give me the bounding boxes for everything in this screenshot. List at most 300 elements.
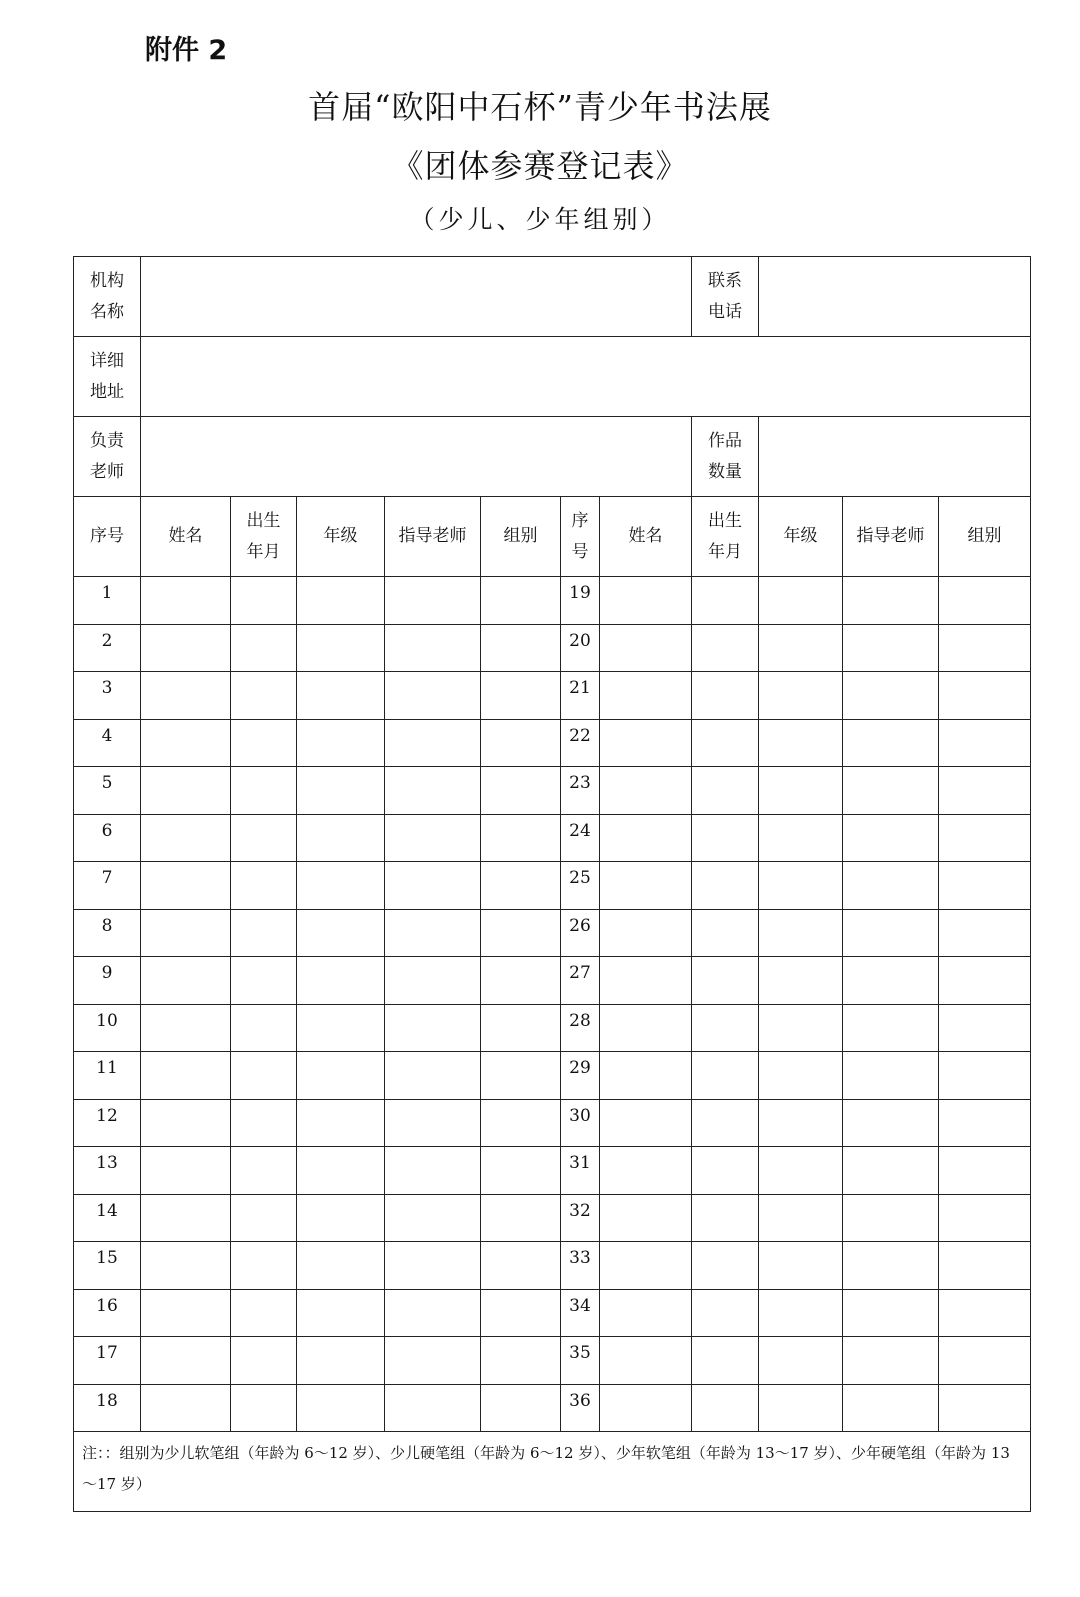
row-number-right — [561, 1004, 600, 1052]
table-row — [74, 1242, 1031, 1290]
teacher-label: 负责 老师 — [74, 417, 141, 497]
cell-name-left[interactable] — [141, 577, 231, 625]
row-number-left — [74, 1384, 141, 1432]
cell-name-right[interactable] — [600, 1004, 692, 1052]
works-count-label: 作品 数量 — [692, 417, 759, 497]
header-name-right: 姓名 — [600, 497, 692, 577]
row-number-left — [74, 1337, 141, 1385]
row-number-right — [561, 1147, 600, 1195]
registration-table — [73, 256, 1031, 1512]
cell-mentor-left[interactable] — [385, 1004, 481, 1052]
header-group: 组别 — [481, 497, 561, 577]
row-number-left-text: 18 — [96, 1390, 118, 1411]
cell-group-right[interactable] — [939, 1384, 1031, 1432]
cell-birth-left[interactable] — [231, 1289, 297, 1337]
cell-mentor-left[interactable] — [385, 719, 481, 767]
cell-birth-right[interactable] — [692, 624, 759, 672]
form-subtitle: （少儿、少年组别） — [409, 205, 671, 234]
row-number-left — [74, 624, 141, 672]
cell-grade-left[interactable] — [297, 1289, 385, 1337]
row-number-left-text: 16 — [96, 1295, 118, 1316]
row-number-right — [561, 1099, 600, 1147]
cell-birth-right[interactable] — [692, 1194, 759, 1242]
cell-grade-right[interactable] — [759, 1147, 843, 1195]
cell-mentor-right[interactable] — [843, 1004, 939, 1052]
cell-mentor-right[interactable] — [843, 672, 939, 720]
row-number-right — [561, 767, 600, 815]
row-number-right — [561, 624, 600, 672]
cell-name-right[interactable] — [600, 1052, 692, 1100]
cell-name-left[interactable] — [141, 814, 231, 862]
cell-name-right[interactable] — [600, 1289, 692, 1337]
row-number-left — [74, 862, 141, 910]
cell-grade-right[interactable] — [759, 862, 843, 910]
cell-group-right[interactable] — [939, 1004, 1031, 1052]
row-number-right — [561, 1194, 600, 1242]
header-mentor: 指导老师 — [385, 497, 481, 577]
cell-birth-right[interactable] — [692, 1147, 759, 1195]
cell-name-right[interactable] — [600, 909, 692, 957]
cell-group-right[interactable] — [939, 672, 1031, 720]
cell-birth-right[interactable] — [692, 862, 759, 910]
row-number-left — [74, 1147, 141, 1195]
cell-group-left[interactable] — [481, 1289, 561, 1337]
cell-grade-left[interactable] — [297, 1004, 385, 1052]
header-birth-right: 出生 年月 — [692, 497, 759, 577]
cell-mentor-right[interactable] — [843, 1099, 939, 1147]
cell-name-left[interactable] — [141, 1052, 231, 1100]
row-number-right-text: 21 — [569, 678, 591, 698]
cell-birth-left[interactable] — [231, 1194, 297, 1242]
row-number-right-text: 27 — [569, 963, 591, 983]
cell-group-right[interactable] — [939, 1147, 1031, 1195]
cell-name-right[interactable] — [600, 1147, 692, 1195]
cell-mentor-left[interactable] — [385, 909, 481, 957]
row-number-right-text: 24 — [569, 820, 591, 841]
cell-name-left[interactable] — [141, 957, 231, 1005]
cell-group-left[interactable] — [481, 909, 561, 957]
entry-rows — [74, 577, 1031, 1432]
cell-mentor-left[interactable] — [385, 862, 481, 910]
header-birth: 出生 年月 — [231, 497, 297, 577]
row-number-left — [74, 577, 141, 625]
phone-label: 联系 电话 — [692, 257, 759, 337]
row-number-right-text: 19 — [569, 583, 591, 603]
cell-group-right[interactable] — [939, 814, 1031, 862]
row-number-left — [74, 957, 141, 1005]
row-number-right — [561, 719, 600, 767]
teacher-row — [74, 417, 1031, 497]
table-row — [74, 672, 1031, 720]
table-row — [74, 814, 1031, 862]
cell-grade-left[interactable] — [297, 814, 385, 862]
row-number-left-text: 5 — [101, 773, 113, 793]
cell-mentor-left[interactable] — [385, 1147, 481, 1195]
row-number-right — [561, 957, 600, 1005]
cell-grade-right[interactable] — [759, 1052, 843, 1100]
cell-grade-right[interactable] — [759, 1337, 843, 1385]
cell-mentor-right[interactable] — [843, 957, 939, 1005]
row-number-left-text: 11 — [96, 1058, 118, 1078]
cell-grade-right[interactable] — [759, 1289, 843, 1337]
cell-grade-left[interactable] — [297, 767, 385, 815]
column-header-row — [74, 497, 1031, 577]
attachment-label: 附件 2 — [145, 35, 228, 66]
row-number-left-text: 6 — [101, 820, 113, 841]
cell-mentor-left[interactable] — [385, 1289, 481, 1337]
row-number-left-text: 12 — [96, 1105, 118, 1126]
cell-grade-right[interactable] — [759, 1242, 843, 1290]
cell-grade-left[interactable] — [297, 1147, 385, 1195]
org-row — [74, 257, 1031, 337]
cell-grade-right[interactable] — [759, 1194, 843, 1242]
cell-group-left[interactable] — [481, 862, 561, 910]
table-row — [74, 957, 1031, 1005]
row-number-left — [74, 1242, 141, 1290]
cell-grade-right[interactable] — [759, 624, 843, 672]
cell-grade-left[interactable] — [297, 1099, 385, 1147]
row-number-left-text: 3 — [101, 678, 113, 698]
row-number-right-text: 35 — [569, 1343, 591, 1363]
row-number-right — [561, 577, 600, 625]
cell-birth-left[interactable] — [231, 814, 297, 862]
cell-mentor-left[interactable] — [385, 624, 481, 672]
cell-name-right[interactable] — [600, 624, 692, 672]
cell-grade-left[interactable] — [297, 1052, 385, 1100]
cell-mentor-right[interactable] — [843, 1147, 939, 1195]
table-row — [74, 862, 1031, 910]
cell-name-left[interactable] — [141, 672, 231, 720]
cell-name-right[interactable] — [600, 1194, 692, 1242]
cell-name-left[interactable] — [141, 1194, 231, 1242]
row-number-right-text: 30 — [569, 1105, 591, 1126]
row-number-right — [561, 814, 600, 862]
row-number-right-text: 23 — [569, 773, 591, 793]
cell-mentor-left[interactable] — [385, 1242, 481, 1290]
cell-name-left[interactable] — [141, 1242, 231, 1290]
cell-grade-left[interactable] — [297, 862, 385, 910]
cell-birth-right[interactable] — [692, 909, 759, 957]
cell-name-left[interactable] — [141, 1099, 231, 1147]
cell-group-right[interactable] — [939, 719, 1031, 767]
cell-name-right[interactable] — [600, 862, 692, 910]
row-number-right-text: 33 — [569, 1248, 591, 1268]
cell-birth-left[interactable] — [231, 1052, 297, 1100]
row-number-left-text: 14 — [96, 1200, 118, 1221]
cell-mentor-right[interactable] — [843, 1289, 939, 1337]
table-row — [74, 1052, 1031, 1100]
cell-birth-right[interactable] — [692, 719, 759, 767]
row-number-left-text: 15 — [96, 1248, 118, 1268]
cell-mentor-left[interactable] — [385, 1052, 481, 1100]
cell-birth-right[interactable] — [692, 1004, 759, 1052]
cell-mentor-right[interactable] — [843, 814, 939, 862]
header-name: 姓名 — [141, 497, 231, 577]
row-number-right — [561, 862, 600, 910]
header-grade-right: 年级 — [759, 497, 843, 577]
cell-mentor-right[interactable] — [843, 577, 939, 625]
cell-birth-right[interactable] — [692, 1099, 759, 1147]
cell-name-right[interactable] — [600, 1384, 692, 1432]
row-number-left — [74, 1099, 141, 1147]
cell-group-left[interactable] — [481, 1384, 561, 1432]
cell-group-left[interactable] — [481, 1099, 561, 1147]
row-number-left-text: 9 — [101, 963, 113, 983]
row-number-left-text: 8 — [101, 915, 113, 936]
cell-grade-left[interactable] — [297, 1384, 385, 1432]
cell-birth-left[interactable] — [231, 1242, 297, 1290]
teacher-field[interactable] — [141, 417, 692, 497]
row-number-left — [74, 1289, 141, 1337]
table-row — [74, 577, 1031, 625]
cell-grade-left[interactable] — [297, 1242, 385, 1290]
cell-name-right[interactable] — [600, 719, 692, 767]
cell-birth-right[interactable] — [692, 1289, 759, 1337]
header-group-right: 组别 — [939, 497, 1031, 577]
cell-name-left[interactable] — [141, 1384, 231, 1432]
row-number-right — [561, 1289, 600, 1337]
cell-grade-right[interactable] — [759, 767, 843, 815]
cell-grade-right[interactable] — [759, 1099, 843, 1147]
row-number-right-text: 34 — [569, 1295, 591, 1316]
cell-birth-right[interactable] — [692, 767, 759, 815]
cell-group-left[interactable] — [481, 814, 561, 862]
address-row — [74, 337, 1031, 417]
cell-group-left[interactable] — [481, 1242, 561, 1290]
cell-name-right[interactable] — [600, 577, 692, 625]
row-number-right-text: 25 — [569, 868, 591, 888]
cell-group-left[interactable] — [481, 672, 561, 720]
cell-mentor-left[interactable] — [385, 1337, 481, 1385]
cell-grade-left[interactable] — [297, 624, 385, 672]
cell-group-right[interactable] — [939, 862, 1031, 910]
row-number-left-text: 4 — [101, 725, 113, 746]
cell-name-right[interactable] — [600, 1242, 692, 1290]
cell-group-left[interactable] — [481, 719, 561, 767]
table-row — [74, 1004, 1031, 1052]
org-name-label: 机构 名称 — [74, 257, 141, 337]
row-number-right — [561, 1384, 600, 1432]
row-number-left — [74, 1004, 141, 1052]
cell-birth-right[interactable] — [692, 957, 759, 1005]
row-number-left-text: 17 — [96, 1343, 118, 1363]
cell-name-left[interactable] — [141, 1289, 231, 1337]
cell-name-right[interactable] — [600, 767, 692, 815]
cell-group-right[interactable] — [939, 909, 1031, 957]
cell-name-left[interactable] — [141, 767, 231, 815]
row-number-right — [561, 1052, 600, 1100]
table-row — [74, 624, 1031, 672]
cell-group-left[interactable] — [481, 1147, 561, 1195]
cell-group-right[interactable] — [939, 1099, 1031, 1147]
row-number-right — [561, 1242, 600, 1290]
cell-name-left[interactable] — [141, 719, 231, 767]
cell-mentor-left[interactable] — [385, 767, 481, 815]
cell-birth-right[interactable] — [692, 814, 759, 862]
table-row — [74, 719, 1031, 767]
row-number-left — [74, 1194, 141, 1242]
cell-grade-right[interactable] — [759, 957, 843, 1005]
address-field[interactable] — [141, 337, 1031, 417]
cell-birth-left[interactable] — [231, 719, 297, 767]
table-row — [74, 767, 1031, 815]
row-number-right-text: 36 — [569, 1390, 591, 1411]
row-number-left — [74, 767, 141, 815]
table-row — [74, 1384, 1031, 1432]
header-mentor-right: 指导老师 — [843, 497, 939, 577]
row-number-right-text: 29 — [569, 1058, 591, 1078]
row-number-right — [561, 909, 600, 957]
cell-mentor-right[interactable] — [843, 719, 939, 767]
row-number-left — [74, 814, 141, 862]
cell-birth-left[interactable] — [231, 1099, 297, 1147]
cell-group-right[interactable] — [939, 1194, 1031, 1242]
cell-birth-left[interactable] — [231, 1004, 297, 1052]
cell-birth-left[interactable] — [231, 957, 297, 1005]
cell-mentor-right[interactable] — [843, 1242, 939, 1290]
cell-mentor-left[interactable] — [385, 1099, 481, 1147]
cell-mentor-left[interactable] — [385, 814, 481, 862]
cell-birth-left[interactable] — [231, 862, 297, 910]
cell-mentor-left[interactable] — [385, 577, 481, 625]
cell-birth-left[interactable] — [231, 1147, 297, 1195]
cell-mentor-left[interactable] — [385, 1194, 481, 1242]
row-number-right-text: 20 — [569, 630, 591, 651]
row-number-right-text: 32 — [569, 1200, 591, 1221]
cell-group-left[interactable] — [481, 1337, 561, 1385]
row-number-right-text: 28 — [569, 1010, 591, 1031]
row-number-left — [74, 672, 141, 720]
cell-grade-left[interactable] — [297, 1337, 385, 1385]
cell-birth-left[interactable] — [231, 577, 297, 625]
row-number-left — [74, 719, 141, 767]
cell-group-left[interactable] — [481, 1194, 561, 1242]
cell-name-right[interactable] — [600, 957, 692, 1005]
cell-mentor-right[interactable] — [843, 909, 939, 957]
cell-mentor-right[interactable] — [843, 1052, 939, 1100]
cell-group-right[interactable] — [939, 957, 1031, 1005]
cell-group-right[interactable] — [939, 1289, 1031, 1337]
row-number-left-text: 1 — [101, 583, 113, 603]
cell-name-left[interactable] — [141, 862, 231, 910]
cell-grade-right[interactable] — [759, 577, 843, 625]
cell-birth-right[interactable] — [692, 577, 759, 625]
header-seq: 序号 — [74, 497, 141, 577]
cell-name-left[interactable] — [141, 1147, 231, 1195]
cell-group-left[interactable] — [481, 1004, 561, 1052]
cell-mentor-right[interactable] — [843, 1337, 939, 1385]
cell-group-right[interactable] — [939, 1337, 1031, 1385]
cell-group-left[interactable] — [481, 1052, 561, 1100]
cell-mentor-left[interactable] — [385, 1384, 481, 1432]
cell-group-left[interactable] — [481, 767, 561, 815]
table-row — [74, 1194, 1031, 1242]
cell-name-left[interactable] — [141, 1337, 231, 1385]
row-number-left — [74, 909, 141, 957]
row-number-left-text: 7 — [101, 868, 113, 888]
cell-group-left[interactable] — [481, 957, 561, 1005]
cell-birth-left[interactable] — [231, 909, 297, 957]
cell-grade-left[interactable] — [297, 1194, 385, 1242]
cell-name-right[interactable] — [600, 1337, 692, 1385]
cell-birth-left[interactable] — [231, 672, 297, 720]
row-number-right-text: 31 — [569, 1153, 591, 1173]
cell-birth-right[interactable] — [692, 1337, 759, 1385]
cell-group-right[interactable] — [939, 767, 1031, 815]
cell-name-right[interactable] — [600, 814, 692, 862]
cell-grade-right[interactable] — [759, 814, 843, 862]
cell-birth-left[interactable] — [231, 1337, 297, 1385]
cell-birth-right[interactable] — [692, 1384, 759, 1432]
cell-mentor-left[interactable] — [385, 672, 481, 720]
cell-grade-right[interactable] — [759, 1004, 843, 1052]
cell-birth-left[interactable] — [231, 767, 297, 815]
cell-group-left[interactable] — [481, 624, 561, 672]
row-number-right — [561, 1337, 600, 1385]
cell-group-left[interactable] — [481, 577, 561, 625]
form-title: 《团体参赛登记表》 — [391, 147, 689, 185]
cell-grade-right[interactable] — [759, 719, 843, 767]
header-seq-right: 序 号 — [561, 497, 600, 577]
cell-grade-left[interactable] — [297, 909, 385, 957]
cell-birth-left[interactable] — [231, 624, 297, 672]
cell-birth-left[interactable] — [231, 1384, 297, 1432]
row-number-left-text: 10 — [96, 1010, 118, 1031]
address-label: 详细 地址 — [74, 337, 141, 417]
row-number-right-text: 22 — [569, 725, 591, 746]
cell-grade-left[interactable] — [297, 957, 385, 1005]
cell-name-right[interactable] — [600, 672, 692, 720]
table-row — [74, 909, 1031, 957]
cell-grade-left[interactable] — [297, 672, 385, 720]
cell-grade-left[interactable] — [297, 719, 385, 767]
cell-grade-left[interactable] — [297, 577, 385, 625]
header-grade: 年级 — [297, 497, 385, 577]
table-row — [74, 1289, 1031, 1337]
cell-grade-right[interactable] — [759, 1384, 843, 1432]
cell-mentor-right[interactable] — [843, 1384, 939, 1432]
row-number-left-text: 13 — [96, 1153, 118, 1173]
works-count-field[interactable] — [759, 417, 1031, 497]
cell-name-left[interactable] — [141, 909, 231, 957]
cell-grade-right[interactable] — [759, 909, 843, 957]
row-number-left-text: 2 — [101, 630, 113, 651]
org-name-field[interactable] — [141, 257, 692, 337]
cell-name-left[interactable] — [141, 624, 231, 672]
table-row — [74, 1099, 1031, 1147]
note-text: 注：：组别为少儿软笔组（年龄为 6～12 岁）、少儿硬笔组（年龄为 6～12 岁）、少年软笔组（年龄为 13～17 岁）、少年硬笔组（年龄为 13～17 岁） — [74, 1432, 1031, 1512]
cell-birth-right[interactable] — [692, 1052, 759, 1100]
cell-grade-right[interactable] — [759, 672, 843, 720]
cell-name-left[interactable] — [141, 1004, 231, 1052]
cell-group-right[interactable] — [939, 624, 1031, 672]
cell-birth-right[interactable] — [692, 1242, 759, 1290]
row-number-right — [561, 672, 600, 720]
cell-group-right[interactable] — [939, 1242, 1031, 1290]
row-number-left — [74, 1052, 141, 1100]
cell-mentor-right[interactable] — [843, 767, 939, 815]
row-number-right-text: 26 — [569, 915, 591, 936]
phone-field[interactable] — [759, 257, 1031, 337]
cell-mentor-right[interactable] — [843, 862, 939, 910]
cell-group-right[interactable] — [939, 577, 1031, 625]
cell-mentor-right[interactable] — [843, 624, 939, 672]
cell-group-right[interactable] — [939, 1052, 1031, 1100]
cell-mentor-left[interactable] — [385, 957, 481, 1005]
cell-name-right[interactable] — [600, 1099, 692, 1147]
cell-birth-right[interactable] — [692, 672, 759, 720]
cell-mentor-right[interactable] — [843, 1194, 939, 1242]
